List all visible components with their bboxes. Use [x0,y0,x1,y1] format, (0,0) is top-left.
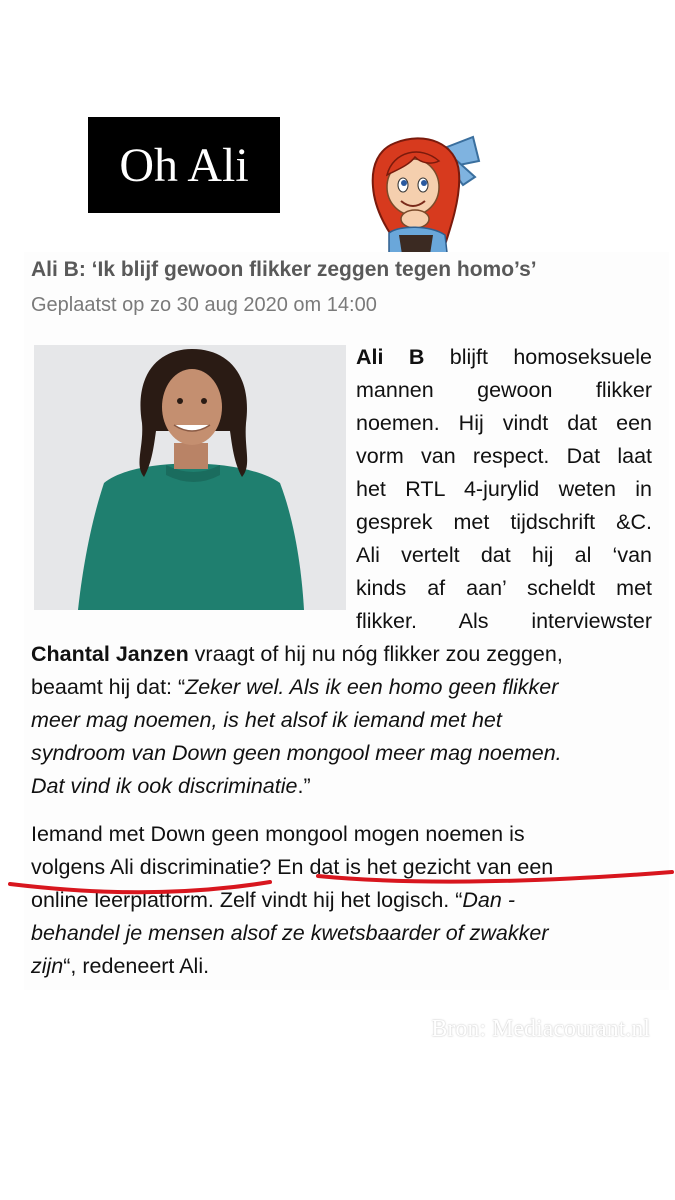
paragraph-line: beaamt hij dat: “Zeker wel. Als ik een homo geen flikker [31,675,559,699]
paragraph-line: flikker. Als interviewster [356,609,652,633]
paragraph-line: vorm van respect. Dat laat [356,444,652,468]
article-date: Geplaatst op zo 30 aug 2020 om 14:00 [31,294,377,316]
paragraph-line: syndroom van Down geen mongool meer mag noemen. [31,741,562,765]
badge-text: Oh Ali [119,138,249,192]
person-name-ali-b: Ali B [356,345,425,369]
paragraph-line: online leerplatform. Zelf vindt hij het logisch. “Dan - [31,888,515,912]
person-name-chantal-janzen: Chantal Janzen [31,642,189,666]
paragraph-line: mannen gewoon flikker [356,378,652,402]
source-watermark: Bron: Mediacourant.nl [431,1016,650,1042]
paragraph-line: Iemand met Down geen mongool mogen noemen is [31,822,525,846]
article-title: Ali B: ‘Ik blijf gewoon flikker zeggen tegen homo’s’ [31,258,537,281]
paragraph-line: behandel je mensen alsof ze kwetsbaarder of zwakker [31,921,549,945]
paragraph-line: volgens Ali discriminatie? En dat is het gezicht van een [31,855,554,879]
paragraph-line: Ali B blijft homoseksuele [356,345,652,369]
article-paragraph-1-full [31,638,653,803]
paragraph-line: Chantal Janzen vraagt of hij nu nóg flikker zou zeggen, [31,642,563,666]
paragraph-line: kinds af aan’ scheldt met [356,576,652,600]
paragraph-line: noemen. Hij vindt dat een [356,411,652,435]
paragraph-line: zijn“, redeneert Ali. [31,954,210,978]
cartoon-mermaid-sticker-icon [355,135,495,270]
paragraph-line: Ali vertelt dat hij al ‘van [356,543,652,567]
paragraph-line: meer mag noemen, is het alsof ik iemand met het [31,708,502,732]
article-paragraph-1-column [356,341,652,638]
paragraph-line: het RTL 4-jurylid weten in [356,477,652,501]
oh-ali-badge [88,117,280,213]
paragraph-line: Dat vind ik ook discriminatie.” [31,774,311,798]
article-photo [34,345,346,610]
paragraph-line: gesprek met tijdschrift &C. [356,510,652,534]
article-paragraph-2 [31,818,653,983]
